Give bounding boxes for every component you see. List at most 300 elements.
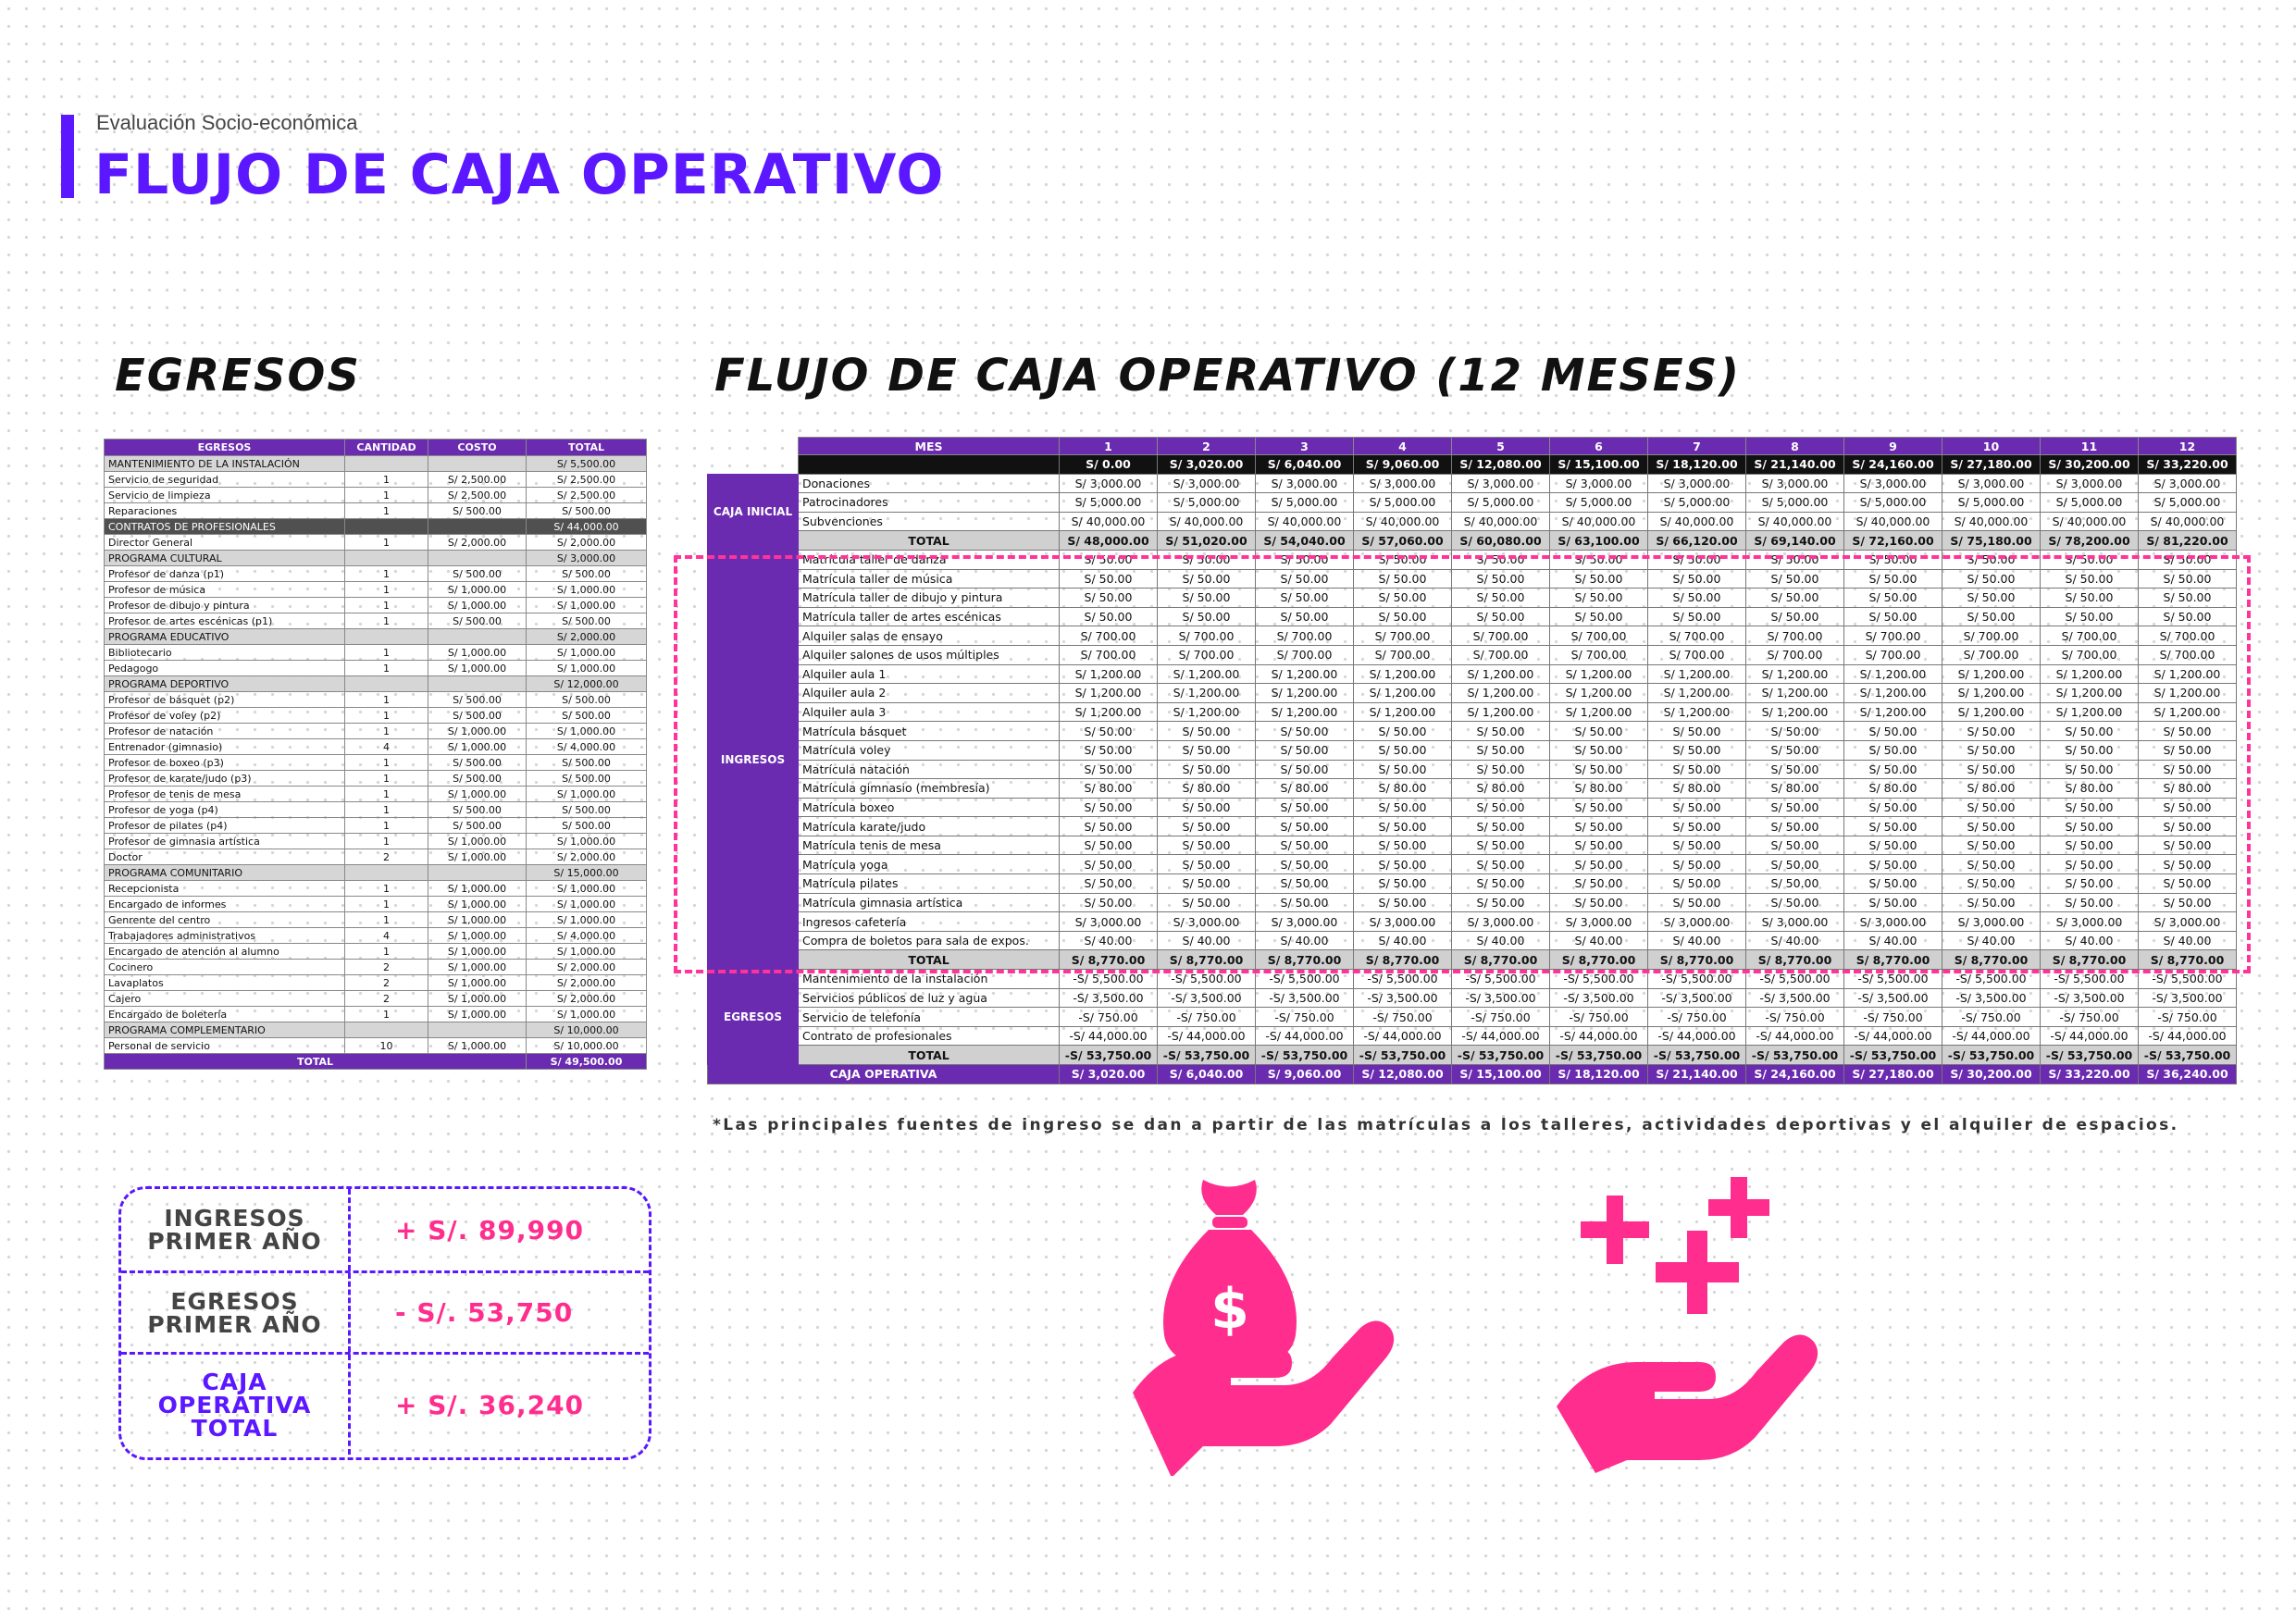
flow-value-cell: S/ 5,000.00 [1452, 493, 1550, 513]
flow-initial-cell: S/ 6,040.00 [1256, 455, 1354, 475]
flow-value-cell: S/ 700.00 [1452, 626, 1550, 646]
flow-value-cell: S/ 40.00 [1060, 931, 1158, 950]
flow-total-cell: -S/ 53,750.00 [1354, 1046, 1452, 1065]
egresos-item-row [105, 975, 647, 991]
egresos-cost-cell: S/ 2,000.00 [428, 535, 527, 551]
flow-value-cell: S/ 50.00 [1942, 588, 2041, 608]
egresos-qty-cell: 1 [345, 802, 428, 818]
summary-egresos-row [121, 1273, 649, 1352]
flow-value-cell: S/ 50.00 [1942, 855, 2041, 874]
flow-value-cell: S/ 50.00 [2139, 569, 2237, 588]
flow-value-cell: S/ 5,000.00 [1844, 493, 1942, 513]
egresos-qty-cell [345, 519, 428, 535]
flow-value-cell: -S/ 5,500.00 [1158, 970, 1256, 989]
flow-value-cell: S/ 80.00 [1158, 779, 1256, 799]
flow-group-total-row [708, 531, 2237, 551]
flow-value-cell: S/ 3,000.00 [1550, 474, 1648, 493]
flow-section-title: FLUJO DE CAJA OPERATIVO (12 MESES) [714, 350, 1742, 402]
flow-value-cell: -S/ 3,500.00 [1256, 988, 1354, 1008]
flow-value-cell: -S/ 44,000.00 [1158, 1026, 1256, 1046]
egresos-cost-cell [428, 519, 527, 535]
flow-value-cell: S/ 40.00 [2139, 931, 2237, 950]
flow-value-cell: S/ 50.00 [1746, 855, 1844, 874]
flow-value-cell: -S/ 3,500.00 [2139, 988, 2237, 1008]
flow-initial-cell: S/ 12,080.00 [1452, 455, 1550, 475]
flow-value-cell: S/ 3,000.00 [1550, 912, 1648, 932]
egresos-item-row [105, 661, 647, 676]
egresos-qty-cell: 1 [345, 535, 428, 551]
egresos-concept-cell: Servicio de limpieza [105, 488, 345, 503]
flow-value-cell: -S/ 750.00 [1942, 1008, 2041, 1027]
flow-value-cell: -S/ 44,000.00 [1942, 1026, 2041, 1046]
flow-value-cell: S/ 50.00 [1256, 607, 1354, 626]
flow-concept-cell: Alquiler salas de ensayo [799, 626, 1060, 646]
flow-total-cell: -S/ 53,750.00 [1844, 1046, 1942, 1065]
egresos-qty-cell: 2 [345, 849, 428, 865]
egresos-item-row [105, 708, 647, 724]
egresos-concept-cell: MANTENIMIENTO DE LA INSTALACIÓN [105, 456, 345, 472]
egresos-concept-cell: Entrenador (gimnasio) [105, 739, 345, 755]
flow-total-cell: -S/ 53,750.00 [1158, 1046, 1256, 1065]
flow-value-cell: S/ 50.00 [1158, 607, 1256, 626]
egresos-item-row [105, 802, 647, 818]
flow-value-cell: S/ 50.00 [1746, 740, 1844, 760]
flow-value-cell: S/ 1,200.00 [1746, 664, 1844, 684]
egresos-total-cell: S/ 1,000.00 [527, 1007, 647, 1022]
flow-value-cell: S/ 50.00 [1256, 874, 1354, 894]
flow-value-cell: S/ 50.00 [1158, 874, 1256, 894]
egresos-cost-cell: S/ 500.00 [428, 566, 527, 582]
flow-value-cell: -S/ 44,000.00 [2041, 1026, 2139, 1046]
flow-value-cell: S/ 700.00 [1648, 645, 1746, 664]
flow-value-cell: -S/ 44,000.00 [1648, 1026, 1746, 1046]
flow-value-cell: S/ 700.00 [1942, 645, 2041, 664]
flow-value-cell: S/ 3,000.00 [1256, 912, 1354, 932]
flow-value-cell: S/ 700.00 [1648, 626, 1746, 646]
flow-value-cell: S/ 50.00 [1844, 740, 1942, 760]
flow-initial-cell: S/ 27,180.00 [1942, 455, 2041, 475]
egresos-total-cell: S/ 500.00 [527, 818, 647, 834]
flow-value-cell: S/ 1,200.00 [1060, 664, 1158, 684]
flow-value-cell: S/ 50.00 [1942, 798, 2041, 817]
flow-total-label: TOTAL [799, 1046, 1060, 1065]
egresos-cost-cell: S/ 1,000.00 [428, 661, 527, 676]
egresos-item-row [105, 849, 647, 865]
egresos-concept-cell: Trabajadores administrativos [105, 928, 345, 944]
flow-total-cell: S/ 63,100.00 [1550, 531, 1648, 551]
flow-value-cell: -S/ 3,500.00 [1844, 988, 1942, 1008]
flow-value-cell: S/ 1,200.00 [1844, 664, 1942, 684]
flow-value-cell: -S/ 750.00 [1060, 1008, 1158, 1027]
flow-value-cell: S/ 40,000.00 [1844, 512, 1942, 531]
flow-value-cell: S/ 80.00 [1256, 779, 1354, 799]
flow-value-cell: S/ 50.00 [1942, 817, 2041, 836]
flow-value-cell: S/ 50.00 [1452, 569, 1550, 588]
flow-value-cell: S/ 50.00 [2139, 607, 2237, 626]
egresos-qty-cell: 1 [345, 488, 428, 503]
flow-month-header: 10 [1942, 438, 2041, 455]
flow-value-cell: S/ 5,000.00 [1746, 493, 1844, 513]
flow-total-cell: -S/ 53,750.00 [1256, 1046, 1354, 1065]
flow-concept-cell: Matrícula taller de artes escénicas [799, 607, 1060, 626]
summary-ingresos-row [121, 1189, 649, 1270]
egresos-concept-cell: Profesor de natación [105, 724, 345, 739]
flow-value-cell: -S/ 3,500.00 [1746, 988, 1844, 1008]
egresos-total-cell: S/ 1,000.00 [527, 787, 647, 802]
egresos-qty-cell: 1 [345, 708, 428, 724]
flow-value-cell: -S/ 5,500.00 [2041, 970, 2139, 989]
flow-value-cell: S/ 50.00 [1060, 550, 1158, 569]
egresos-total-cell: S/ 10,000.00 [527, 1022, 647, 1038]
flow-value-cell: S/ 50.00 [1844, 588, 1942, 608]
egresos-category-row [105, 456, 647, 472]
flow-initial-cell: S/ 3,020.00 [1158, 455, 1256, 475]
flow-value-cell: S/ 80.00 [1354, 779, 1452, 799]
egresos-cost-cell [428, 676, 527, 692]
flow-month-header: 5 [1452, 438, 1550, 455]
flow-total-cell: S/ 8,770.00 [1942, 950, 2041, 970]
flow-value-cell: S/ 50.00 [1550, 817, 1648, 836]
flow-value-cell: S/ 50.00 [2041, 817, 2139, 836]
flow-value-cell: S/ 80.00 [2041, 779, 2139, 799]
egresos-qty-cell: 4 [345, 928, 428, 944]
egresos-total-cell: S/ 500.00 [527, 613, 647, 629]
flow-value-cell: S/ 1,200.00 [1256, 702, 1354, 722]
egresos-qty-cell [345, 629, 428, 645]
flow-value-cell: S/ 50.00 [1452, 760, 1550, 779]
flow-total-cell: S/ 72,160.00 [1844, 531, 1942, 551]
flow-value-cell: -S/ 3,500.00 [1942, 988, 2041, 1008]
flow-value-cell: S/ 50.00 [1550, 569, 1648, 588]
flow-value-cell: S/ 50.00 [1942, 550, 2041, 569]
flow-value-cell: -S/ 5,500.00 [1844, 970, 1942, 989]
flow-mes-header: MES [799, 438, 1060, 455]
flow-value-cell: S/ 1,200.00 [1746, 684, 1844, 703]
egresos-qty-cell [345, 676, 428, 692]
egresos-concept-cell: CONTRATOS DE PROFESIONALES [105, 519, 345, 535]
egresos-category-row [105, 551, 647, 566]
flow-value-cell: S/ 3,000.00 [1158, 912, 1256, 932]
egresos-qty-cell [345, 456, 428, 472]
flow-total-cell: S/ 8,770.00 [1060, 950, 1158, 970]
flow-value-cell: -S/ 44,000.00 [1550, 1026, 1648, 1046]
flow-value-cell: S/ 50.00 [1648, 836, 1746, 855]
flow-value-cell: -S/ 5,500.00 [1746, 970, 1844, 989]
flow-concept-cell: Patrocinadores [799, 493, 1060, 513]
flow-concept-cell: Compra de boletos para sala de expos. [799, 931, 1060, 950]
flow-value-cell: S/ 3,000.00 [1452, 474, 1550, 493]
egresos-cost-cell: S/ 500.00 [428, 802, 527, 818]
flow-value-cell: S/ 50.00 [2139, 588, 2237, 608]
flow-value-cell: S/ 50.00 [1648, 569, 1746, 588]
egresos-item-row [105, 739, 647, 755]
egresos-concept-cell: Pedagogo [105, 661, 345, 676]
egresos-qty-cell: 1 [345, 1007, 428, 1022]
flow-value-cell: S/ 50.00 [1844, 760, 1942, 779]
flow-total-cell: S/ 81,220.00 [2139, 531, 2237, 551]
flow-value-cell: S/ 50.00 [1648, 798, 1746, 817]
flow-value-cell: S/ 50.00 [1844, 817, 1942, 836]
flow-value-cell: -S/ 44,000.00 [1354, 1026, 1452, 1046]
egresos-total-cell: S/ 500.00 [527, 566, 647, 582]
flow-value-cell: S/ 50.00 [1648, 588, 1746, 608]
flow-concept-cell: Matrícula taller de música [799, 569, 1060, 588]
egresos-col-cost: COSTO [428, 440, 527, 456]
flow-value-cell: S/ 50.00 [2041, 893, 2139, 912]
egresos-col-concept: EGRESOS [105, 440, 345, 456]
flow-value-cell: -S/ 750.00 [2139, 1008, 2237, 1027]
egresos-table [104, 439, 647, 1070]
flow-value-cell: -S/ 5,500.00 [1452, 970, 1550, 989]
egresos-item-row [105, 881, 647, 897]
flow-value-cell: S/ 50.00 [1256, 550, 1354, 569]
egresos-concept-cell: Cajero [105, 991, 345, 1007]
page-eyebrow: Evaluación Socio-económica [96, 111, 358, 134]
egresos-total-cell: S/ 1,000.00 [527, 598, 647, 613]
egresos-qty-cell: 1 [345, 598, 428, 613]
egresos-cost-cell: S/ 1,000.00 [428, 739, 527, 755]
egresos-total-cell: S/ 12,000.00 [527, 676, 647, 692]
flow-value-cell: S/ 700.00 [1746, 645, 1844, 664]
flow-value-cell: S/ 50.00 [1060, 798, 1158, 817]
summary-ingresos-line1: INGRESOS [164, 1205, 305, 1232]
flow-value-cell: -S/ 5,500.00 [1550, 970, 1648, 989]
flow-value-cell: S/ 50.00 [1942, 893, 2041, 912]
flow-header-blank [708, 438, 799, 455]
egresos-cost-cell: S/ 1,000.00 [428, 645, 527, 661]
flow-value-cell: S/ 3,000.00 [1942, 912, 2041, 932]
flow-value-cell: S/ 5,000.00 [2139, 493, 2237, 513]
flow-value-cell: S/ 5,000.00 [1060, 493, 1158, 513]
egresos-cost-cell [428, 1022, 527, 1038]
flow-value-cell: S/ 50.00 [1844, 550, 1942, 569]
flow-concept-cell: Alquiler aula 1 [799, 664, 1060, 684]
flow-value-cell: S/ 80.00 [1550, 779, 1648, 799]
summary-egresos-line1: EGRESOS [170, 1287, 299, 1315]
egresos-item-row [105, 692, 647, 708]
flow-total-cell: S/ 60,080.00 [1452, 531, 1550, 551]
flow-month-header: 8 [1746, 438, 1844, 455]
egresos-concept-cell: Profesor de artes escénicas (p1) [105, 613, 345, 629]
footnote: *Las principales fuentes de ingreso se dan a partir de las matrículas a los talleres, actividades deportivas y el alquiler de espacios. [713, 1116, 2179, 1134]
flow-concept-cell: Matrícula voley [799, 740, 1060, 760]
flow-value-cell: S/ 50.00 [2041, 550, 2139, 569]
flow-value-cell: S/ 1,200.00 [1354, 684, 1452, 703]
flow-initial-cell: S/ 0.00 [1060, 455, 1158, 475]
egresos-item-row [105, 582, 647, 598]
flow-value-cell: S/ 50.00 [2139, 722, 2237, 741]
egresos-cost-cell: S/ 1,000.00 [428, 881, 527, 897]
egresos-concept-cell: Profesor de dibujo y pintura [105, 598, 345, 613]
egresos-item-row [105, 613, 647, 629]
flow-value-cell: S/ 1,200.00 [1256, 664, 1354, 684]
flow-total-cell: S/ 66,120.00 [1648, 531, 1746, 551]
flow-total-cell: S/ 8,770.00 [1550, 950, 1648, 970]
flow-value-cell: S/ 1,200.00 [1648, 684, 1746, 703]
flow-value-cell: S/ 5,000.00 [1550, 493, 1648, 513]
flow-total-cell: -S/ 53,750.00 [1550, 1046, 1648, 1065]
flow-value-cell: S/ 50.00 [1452, 607, 1550, 626]
flow-value-cell: S/ 1,200.00 [1942, 702, 2041, 722]
flow-value-cell: S/ 1,200.00 [1746, 702, 1844, 722]
egresos-total-cell: S/ 1,000.00 [527, 834, 647, 849]
egresos-item-row [105, 928, 647, 944]
egresos-qty-cell [345, 1022, 428, 1038]
egresos-qty-cell: 1 [345, 582, 428, 598]
flow-value-cell: S/ 50.00 [2139, 550, 2237, 569]
flow-value-cell: S/ 40,000.00 [1746, 512, 1844, 531]
flow-value-cell: S/ 40,000.00 [1942, 512, 2041, 531]
egresos-concept-cell: Reparaciones [105, 503, 345, 519]
flow-value-cell: S/ 3,000.00 [2139, 912, 2237, 932]
flow-concept-cell: Subvenciones [799, 512, 1060, 531]
flow-value-cell: S/ 50.00 [1354, 722, 1452, 741]
egresos-concept-cell: Profesor de yoga (p4) [105, 802, 345, 818]
flow-value-cell: S/ 50.00 [1942, 722, 2041, 741]
flow-value-cell: S/ 40,000.00 [2041, 512, 2139, 531]
egresos-concept-cell: Recepcionista [105, 881, 345, 897]
flow-value-cell: S/ 50.00 [1452, 817, 1550, 836]
flow-value-cell: S/ 1,200.00 [1942, 664, 2041, 684]
flow-value-cell: S/ 700.00 [1550, 645, 1648, 664]
flow-concept-cell: Matrícula taller de danza [799, 550, 1060, 569]
egresos-total-cell: S/ 500.00 [527, 692, 647, 708]
egresos-total-cell: S/ 3,000.00 [527, 551, 647, 566]
flow-value-cell: S/ 40.00 [1746, 931, 1844, 950]
flow-final-cell: S/ 18,120.00 [1550, 1065, 1648, 1084]
flow-value-cell: S/ 1,200.00 [1060, 702, 1158, 722]
egresos-qty-cell: 2 [345, 991, 428, 1007]
flow-value-cell: S/ 700.00 [1550, 626, 1648, 646]
flow-header-row [708, 438, 2237, 455]
flow-value-cell: S/ 50.00 [1452, 550, 1550, 569]
egresos-concept-cell: Personal de servicio [105, 1038, 345, 1054]
flow-value-cell: S/ 50.00 [2041, 855, 2139, 874]
flow-group-label: INGRESOS [708, 550, 799, 969]
egresos-concept-cell: Servicio de seguridad [105, 472, 345, 488]
flow-total-cell: S/ 8,770.00 [1256, 950, 1354, 970]
flow-value-cell: -S/ 44,000.00 [1746, 1026, 1844, 1046]
egresos-category-row [105, 676, 647, 692]
flow-value-cell: S/ 50.00 [1746, 569, 1844, 588]
flow-value-cell: S/ 700.00 [1158, 645, 1256, 664]
flow-row [708, 493, 2237, 513]
flow-value-cell: S/ 50.00 [1158, 798, 1256, 817]
flow-value-cell: S/ 3,000.00 [1648, 912, 1746, 932]
flow-value-cell: S/ 50.00 [1844, 893, 1942, 912]
flow-value-cell: S/ 50.00 [1746, 722, 1844, 741]
flow-value-cell: -S/ 5,500.00 [2139, 970, 2237, 989]
ingresos-highlight-frame [674, 555, 2251, 973]
flow-total-cell: -S/ 53,750.00 [1942, 1046, 2041, 1065]
flow-value-cell: S/ 1,200.00 [2041, 702, 2139, 722]
flow-value-cell: S/ 40,000.00 [1550, 512, 1648, 531]
egresos-qty-cell: 1 [345, 944, 428, 960]
flow-value-cell: S/ 50.00 [1550, 760, 1648, 779]
flow-value-cell: S/ 50.00 [1550, 550, 1648, 569]
flow-month-header: 2 [1158, 438, 1256, 455]
flow-final-cell: S/ 21,140.00 [1648, 1065, 1746, 1084]
flow-value-cell: S/ 40,000.00 [2139, 512, 2237, 531]
flow-value-cell: S/ 700.00 [1942, 626, 2041, 646]
flow-value-cell: S/ 5,000.00 [1158, 493, 1256, 513]
egresos-category-row [105, 629, 647, 645]
egresos-category-row [105, 519, 647, 535]
flow-value-cell: S/ 50.00 [2041, 836, 2139, 855]
flow-group-label: EGRESOS [708, 970, 799, 1065]
flow-value-cell: -S/ 750.00 [2041, 1008, 2139, 1027]
flow-value-cell: S/ 1,200.00 [2139, 684, 2237, 703]
flow-value-cell: S/ 1,200.00 [2041, 664, 2139, 684]
flow-total-label: TOTAL [799, 531, 1060, 551]
flow-concept-cell: Alquiler aula 3 [799, 702, 1060, 722]
egresos-total-cell: S/ 500.00 [527, 503, 647, 519]
flow-total-cell: S/ 78,200.00 [2041, 531, 2139, 551]
flow-initial-cell: S/ 30,200.00 [2041, 455, 2139, 475]
flow-value-cell: -S/ 750.00 [1256, 1008, 1354, 1027]
flow-value-cell: S/ 50.00 [1354, 855, 1452, 874]
flow-value-cell: S/ 50.00 [1648, 817, 1746, 836]
egresos-qty-cell: 1 [345, 472, 428, 488]
flow-value-cell: S/ 50.00 [1648, 550, 1746, 569]
egresos-concept-cell: Profesor de danza (p1) [105, 566, 345, 582]
flow-value-cell: S/ 3,000.00 [2041, 912, 2139, 932]
flow-value-cell: -S/ 5,500.00 [1942, 970, 2041, 989]
flow-value-cell: S/ 50.00 [1060, 740, 1158, 760]
egresos-concept-cell: PROGRAMA COMUNITARIO [105, 865, 345, 881]
flow-value-cell: S/ 50.00 [1844, 855, 1942, 874]
egresos-cost-cell: S/ 500.00 [428, 771, 527, 787]
egresos-concept-cell: Doctor [105, 849, 345, 865]
egresos-total-cell: S/ 2,000.00 [527, 975, 647, 991]
flow-row [708, 988, 2237, 1008]
flow-value-cell: S/ 700.00 [1060, 645, 1158, 664]
egresos-total-cell: S/ 4,000.00 [527, 739, 647, 755]
flow-month-header: 6 [1550, 438, 1648, 455]
egresos-concept-cell: Profesor de voley (p2) [105, 708, 345, 724]
plus-signs-hand-icon [1551, 1177, 1838, 1477]
flow-value-cell: S/ 50.00 [1158, 740, 1256, 760]
flow-value-cell: S/ 50.00 [1158, 722, 1256, 741]
flow-value-cell: S/ 50.00 [2139, 893, 2237, 912]
flow-group-total-row [708, 1046, 2237, 1065]
egresos-total-cell: S/ 1,000.00 [527, 661, 647, 676]
flow-value-cell: S/ 1,200.00 [2139, 702, 2237, 722]
egresos-cost-cell: S/ 1,000.00 [428, 897, 527, 912]
egresos-qty-cell: 1 [345, 566, 428, 582]
flow-value-cell: S/ 50.00 [1550, 722, 1648, 741]
egresos-cost-cell: S/ 1,000.00 [428, 928, 527, 944]
flow-value-cell: -S/ 750.00 [1746, 1008, 1844, 1027]
flow-value-cell: S/ 700.00 [1256, 626, 1354, 646]
flow-value-cell: S/ 50.00 [1158, 550, 1256, 569]
summary-egresos-value: - S/. 53,750 [395, 1297, 574, 1328]
flow-final-cell: S/ 24,160.00 [1746, 1065, 1844, 1084]
egresos-cost-cell: S/ 500.00 [428, 818, 527, 834]
flow-value-cell: S/ 50.00 [1060, 569, 1158, 588]
egresos-concept-cell: Cocinero [105, 960, 345, 975]
flow-initial-row [708, 455, 2237, 475]
summary-box [118, 1186, 652, 1460]
egresos-total-cell: S/ 1,000.00 [527, 881, 647, 897]
page-title: FLUJO DE CAJA OPERATIVO [94, 142, 945, 207]
flow-value-cell: -S/ 750.00 [1550, 1008, 1648, 1027]
flow-value-cell: S/ 50.00 [1354, 893, 1452, 912]
egresos-total-cell: S/ 500.00 [527, 755, 647, 771]
flow-value-cell: S/ 50.00 [1550, 874, 1648, 894]
flow-value-cell: S/ 700.00 [1060, 626, 1158, 646]
flow-value-cell: S/ 50.00 [1942, 760, 2041, 779]
